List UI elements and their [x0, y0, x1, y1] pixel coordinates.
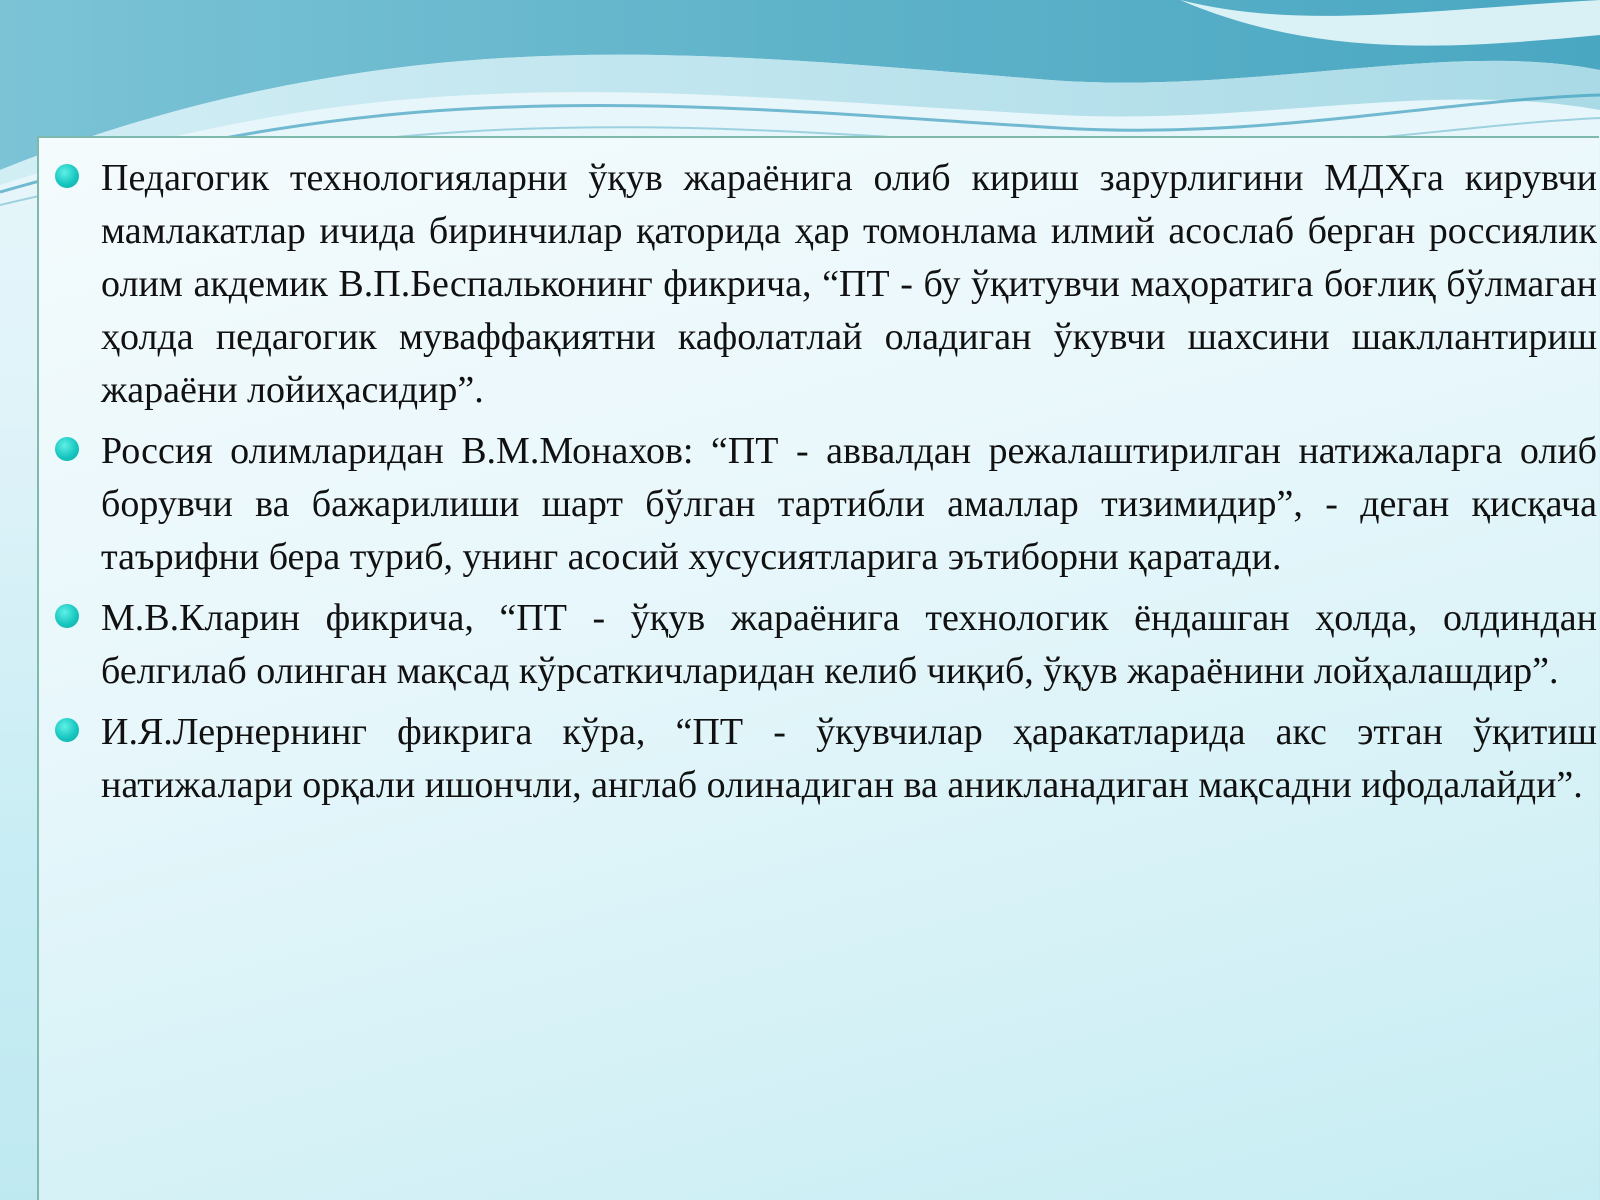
bullet-list [101, 152, 1597, 820]
bullet-item-1 [101, 152, 1597, 417]
bullet-dot-icon [55, 604, 79, 628]
bullet-text: М.В.Кларин фикрича, “ПТ - ўқув жараёнига технологик ёндашган ҳолда, олдиндан белгилаб олинган мақсад кўрсаткичларидан келиб чиқиб, ўқув жараёнини лойҳалашдир”. [101, 597, 1597, 692]
bullet-dot-icon [55, 718, 79, 742]
bullet-dot-icon [55, 437, 79, 461]
bullet-item-3 [101, 592, 1597, 698]
bullet-item-2 [101, 425, 1597, 584]
bullet-dot-icon [55, 164, 79, 188]
bullet-text: Россия олимларидан В.М.Монахов: “ПТ - аввалдан режалаштирилган натижаларга олиб борувчи ва бажарилиши шарт бўлган тартибли амаллар тизимидир”, - деган қисқача таърифни бера туриб, унинг асосий хусусиятларига эътиборни қаратади. [101, 430, 1597, 578]
bullet-text: Педагогик технологияларни ўқув жараёнига олиб кириш зарурлигини МДҲга кирувчи мамлакатлар ичида биринчилар қаторида ҳар томонлама илмий асослаб берган россиялик олим акдемик В.П.Беспальконинг фикрича, “ПТ - бу ўқитувчи маҳоратига боғлиқ бўлмаган ҳолда педагогик муваффақиятни кафолатлай оладиган ўкувчи шахсини шакллантириш жараёни лойиҳасидир”. [101, 157, 1597, 411]
bullet-item-4 [101, 706, 1597, 812]
content-box [37, 136, 1599, 1200]
bullet-text: И.Я.Лернернинг фикрига кўра, “ПТ - ўкувчилар ҳаракатларида акс этган ўқитиш натижалари орқали ишончли, англаб олинадиган ва аникланадиган мақсадни ифодалайди”. [101, 711, 1597, 806]
